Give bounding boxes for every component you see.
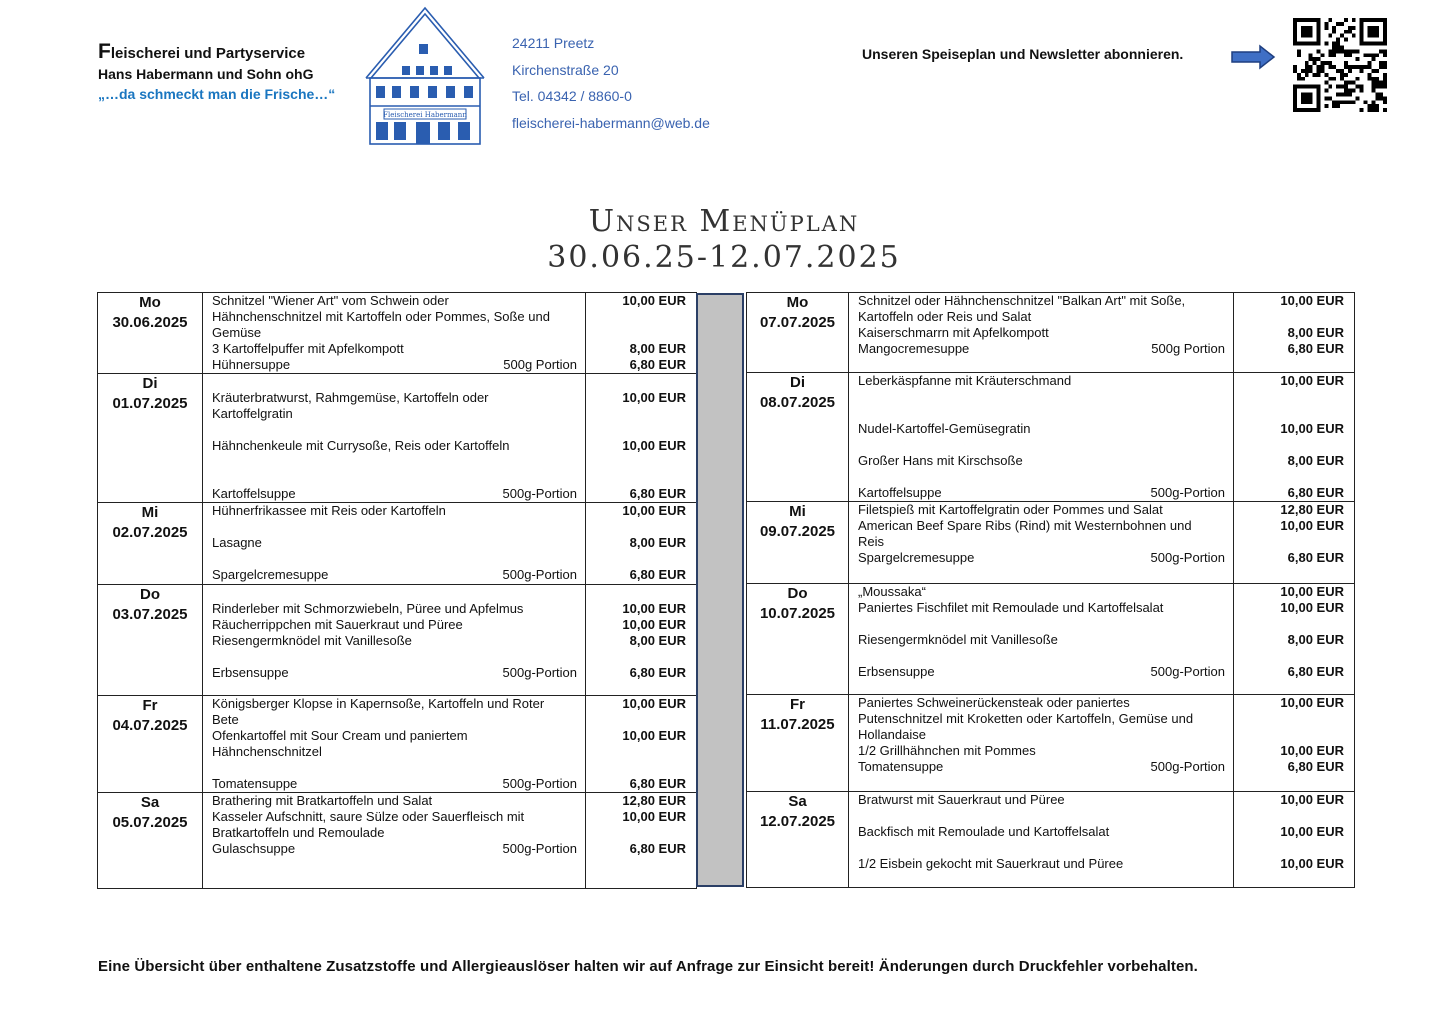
dish-name: Erbsensuppe [858,664,935,679]
date-label: 11.07.2025 [760,716,835,733]
spacer-line [586,406,686,422]
spacer-line [586,760,686,776]
dish-name: Großer Hans mit Kirschsoße [858,453,1023,468]
dish-cell [203,696,586,793]
spacer-line [1234,389,1344,405]
price-label: 8,00 EUR [1287,453,1344,468]
spacer-line [858,389,1225,405]
day-cell [747,695,849,792]
menu-row-fr [98,696,697,793]
price-label: 10,00 EUR [622,503,686,518]
price-label: 10,00 EUR [622,809,686,824]
day-cell [747,792,849,888]
dish-name: Putenschnitzel mit Kroketten oder Kartoffeln, Gemüse und [858,711,1194,726]
day-cell [747,584,849,695]
portion-size: 500g-Portion [502,776,577,791]
menu-row-mo [747,293,1355,373]
dish-name: American Beef Spare Ribs (Rind) mit Westernbohnen und [858,518,1192,533]
dish-name: Riesengermknödel mit Vanillesoße [212,633,412,648]
footer-note: Eine Übersicht über enthaltene Zusatzstoffe und Allergieauslöser halten wir auf Anfrage zur Einsicht bereit! Änderungen durch Druckfehler vorbehalten. [98,958,1198,975]
dish-name: Lasagne [212,535,262,550]
portion-size: 500g Portion [503,357,577,372]
weekday-label: Mo [786,294,809,311]
spacer-line [212,551,577,567]
brand-block [98,42,335,104]
price-cell [1234,584,1355,695]
price-label: 6,80 EUR [629,486,686,501]
price-label: 6,80 EUR [629,841,686,856]
dish-name: Räucherrippchen mit Sauerkraut und Püree [212,617,463,632]
dish-name: Bratkartoffeln und Remoulade [212,825,385,840]
menu-row-mi [98,503,697,585]
weekday-label: Do [787,585,808,602]
price-label: 6,80 EUR [629,567,686,582]
spacer-line [1234,309,1344,325]
price-cell [1234,293,1355,373]
dish-name: 3 Kartoffelpuffer mit Apfelkompott [212,341,404,356]
dish-cell [203,374,586,503]
dish-name: Riesengermknödel mit Vanillesoße [858,632,1058,647]
weekday-label: Mo [139,294,161,311]
spacer-line [1234,840,1344,856]
date-label: 01.07.2025 [112,395,188,412]
day-cell [98,696,203,793]
dish-name: Bratwurst mit Sauerkraut und Püree [858,792,1065,807]
spacer-line [212,454,577,470]
dish-name: Kasseler Aufschnitt, saure Sülze oder Sauerfleisch mit [212,809,525,824]
date-label: 12.07.2025 [759,813,836,830]
day-cell [98,374,203,503]
spacer-line [212,470,577,486]
weekday-label: Di [142,375,158,392]
dish-name: Hähnchenkeule mit Currysoße, Reis oder Kartoffeln [212,438,510,453]
spacer-line [212,649,577,665]
dish-name: Backfisch mit Remoulade und Kartoffelsalat [858,824,1110,839]
menu-row-do [747,584,1355,695]
spacer-line [858,405,1225,421]
dish-line [212,665,577,681]
price-label: 12,80 EUR [622,793,686,808]
menu-table-week2 [746,292,1355,888]
price-cell [1234,502,1355,584]
dish-name: Tomatensuppe [212,776,298,791]
price-cell [586,503,697,585]
spacer-line [212,760,577,776]
spacer-line [586,551,686,567]
price-label: 10,00 EUR [1280,792,1344,807]
price-cell [586,293,697,374]
dish-name: Spargelcremesuppe [858,550,975,565]
spacer-line [586,374,686,390]
price-label: 8,00 EUR [629,535,686,550]
spacer-line [586,470,686,486]
dish-cell [849,792,1234,888]
phone-number: Tel. 04342 / 8860-0 [512,88,632,104]
spacer-line [1234,616,1344,632]
dish-name: Mangocremesuppe [858,341,970,356]
dish-name: Kartoffelsuppe [212,486,296,501]
day-cell [747,293,849,373]
spacer-line [1234,727,1344,743]
price-label: 10,00 EUR [1280,293,1344,308]
brand-name [98,42,335,64]
day-cell [747,373,849,502]
price-cell [1234,792,1355,888]
price-label: 10,00 EUR [1280,856,1344,871]
price-label: 10,00 EUR [622,390,686,405]
spacer-line [858,437,1225,453]
spacer-line [586,585,686,601]
weekday-label: Sa [140,794,160,811]
spacer-line [586,422,686,438]
date-label: 05.07.2025 [112,814,188,831]
menu-title: Unser Menüplan [588,204,860,239]
date-label: 10.07.2025 [759,605,836,622]
menu-table-week1 [97,292,697,889]
date-label: 30.06.2025 [112,314,188,331]
dish-cell [203,793,586,889]
date-label: 09.07.2025 [759,523,836,540]
weekday-label: Fr [142,697,158,714]
day-cell [98,585,203,696]
price-label: 10,00 EUR [622,696,686,711]
dish-line [858,550,1225,566]
price-label: 10,00 EUR [622,438,686,453]
spacer-line [586,649,686,665]
weekday-label: Di [790,374,805,391]
brand-name-rest: leischerei und Partyservice [110,45,306,62]
spacer-line [858,840,1225,856]
weekday-label: Sa [788,793,807,810]
date-label: 07.07.2025 [759,314,836,331]
column-divider [696,293,744,887]
email-address: fleischerei-habermann@web.de [512,114,710,131]
dish-name: Hühnersuppe [212,357,291,372]
price-label: 10,00 EUR [1280,695,1344,710]
dish-name: Spargelcremesuppe [212,567,329,582]
dish-cell [849,502,1234,584]
price-label: 12,80 EUR [1280,502,1344,517]
dish-name: Tomatensuppe [858,759,944,774]
address-street: Kirchenstraße 20 [512,61,619,78]
spacer-line [586,712,686,728]
price-label: 10,00 EUR [1280,584,1344,599]
price-label: 6,80 EUR [1287,550,1344,565]
dish-name: Hühnerfrikassee mit Reis oder Kartoffeln [212,503,446,518]
spacer-line [1234,437,1344,453]
spacer-line [1234,648,1344,664]
dish-line [212,841,577,857]
portion-size: 500g-Portion [1150,550,1225,565]
menu-row-sa [747,792,1355,888]
subscribe-text: Unseren Speiseplan und Newsletter abonnieren. [862,46,1184,62]
spacer-line [586,825,686,841]
dish-name: Hähnchenschnitzel [212,744,322,759]
spacer-line [858,808,1225,824]
spacer-line [212,422,577,438]
spacer-line [212,374,577,390]
dish-name: Bete [212,712,239,727]
dish-name: Hollandaise [858,727,926,742]
weekday-label: Mi [789,503,806,520]
qr-code-icon[interactable] [1292,18,1388,112]
dish-name: Schnitzel "Wiener Art" vom Schwein oder [212,293,449,308]
price-label: 6,80 EUR [629,665,686,680]
menu-row-mi [747,502,1355,584]
dish-name: Königsberger Klopse in Kapernsoße, Kartoffeln und Roter [212,696,545,711]
dish-line [212,486,577,502]
price-label: 6,80 EUR [1287,341,1344,356]
weekday-label: Fr [790,696,805,713]
portion-size: 500g Portion [1151,341,1225,356]
portion-size: 500g-Portion [1150,759,1225,774]
price-label: 8,00 EUR [629,341,686,356]
dish-line [212,776,577,792]
price-label: 6,80 EUR [1287,759,1344,774]
dish-name: Schnitzel oder Hähnchenschnitzel "Balkan Art" mit Soße, [858,293,1186,308]
dish-cell [849,293,1234,373]
price-label: 10,00 EUR [1280,824,1344,839]
price-cell [1234,373,1355,502]
portion-size: 500g-Portion [502,665,577,680]
price-label: 6,80 EUR [629,357,686,372]
dish-line [212,567,577,583]
house-sign-text: Fleischerei Habermann [383,111,467,119]
spacer-line [212,519,577,535]
price-cell [586,793,697,889]
dish-name: Gemüse [212,325,262,340]
portion-size: 500g-Portion [502,486,577,501]
dish-name: Kaiserschmarrn mit Apfelkompott [858,325,1049,340]
spacer-line [586,309,686,325]
portion-size: 500g-Portion [1150,485,1225,500]
dish-cell [849,695,1234,792]
portion-size: 500g-Portion [502,841,577,856]
dish-line [858,341,1225,357]
date-label: 03.07.2025 [112,606,188,623]
price-cell [586,585,697,696]
menu-row-do [98,585,697,696]
spacer-line [1234,534,1344,550]
portion-size: 500g-Portion [1150,664,1225,679]
day-cell [747,502,849,584]
brand-slogan: „…da schmeckt man die Frische…“ [98,86,336,102]
weekday-label: Mi [141,504,159,521]
dish-line [858,759,1225,775]
menu-row-mo [98,293,697,374]
spacer-line [586,519,686,535]
address-city: 24211 Preetz [512,35,595,51]
day-cell [98,793,203,889]
dish-name: Kartoffelsuppe [858,485,942,500]
date-label: 04.07.2025 [112,717,188,734]
price-cell [1234,695,1355,792]
dish-name: Ofenkartoffel mit Sour Cream und paniertem [212,728,468,743]
dish-cell [203,585,586,696]
price-label: 10,00 EUR [1280,600,1344,615]
price-cell [586,696,697,793]
portion-size: 500g-Portion [502,567,577,582]
dish-name: 1/2 Grillhähnchen mit Pommes [858,743,1036,758]
dish-cell [203,293,586,374]
price-label: 6,80 EUR [1287,485,1344,500]
dish-name: Kräuterbratwurst, Rahmgemüse, Kartoffeln oder [212,390,489,405]
price-label: 6,80 EUR [629,776,686,791]
dish-name: Reis [858,534,885,549]
dish-line [858,664,1225,680]
dish-name: 1/2 Eisbein gekocht mit Sauerkraut und Püree [858,856,1124,871]
menu-date-range: 30.06.25-12.07.2025 [547,240,901,275]
day-cell [98,293,203,374]
menu-row-sa [98,793,697,889]
dish-name: Gulaschsuppe [212,841,296,856]
price-label: 10,00 EUR [1280,373,1344,388]
brand-initial: F [98,40,111,63]
price-label: 10,00 EUR [622,293,686,308]
price-label: 6,80 EUR [1287,664,1344,679]
brand-owner: Hans Habermann und Sohn ohG [98,66,314,82]
price-cell [586,374,697,503]
dish-cell [849,584,1234,695]
dish-line [858,485,1225,501]
date-label: 02.07.2025 [112,524,188,541]
dish-name: Paniertes Schweinerückensteak oder paniertes [858,695,1130,710]
price-label: 8,00 EUR [629,633,686,648]
price-label: 10,00 EUR [622,728,686,743]
dish-name: Leberkäspfanne mit Kräuterschmand [858,373,1072,388]
dish-name: „Moussaka“ [858,584,926,599]
spacer-line [858,648,1225,664]
spacer-line [1234,808,1344,824]
spacer-line [586,744,686,760]
house-logo-icon [362,6,488,146]
price-label: 10,00 EUR [622,601,686,616]
spacer-line [212,585,577,601]
menu-row-di [98,374,697,503]
spacer-line [1234,405,1344,421]
contact-block [512,30,710,136]
dish-name: Filetspieß mit Kartoffelgratin oder Pommes und Salat [858,502,1163,517]
dish-name: Kartoffeln oder Reis und Salat [858,309,1032,324]
arrow-right-icon [1230,44,1276,70]
price-label: 8,00 EUR [1287,632,1344,647]
price-label: 10,00 EUR [622,617,686,632]
dish-name: Erbsensuppe [212,665,289,680]
spacer-line [586,454,686,470]
price-label: 10,00 EUR [1280,421,1344,436]
dish-cell [849,373,1234,502]
price-label: 10,00 EUR [1280,518,1344,533]
dish-line [212,357,577,373]
spacer-line [1234,711,1344,727]
dish-name: Kartoffelgratin [212,406,293,421]
price-label: 10,00 EUR [1280,743,1344,758]
dish-name: Nudel-Kartoffel-Gemüsegratin [858,421,1031,436]
dish-name: Brathering mit Bratkartoffeln und Salat [212,793,433,808]
weekday-label: Do [140,586,160,603]
dish-name: Rinderleber mit Schmorzwiebeln, Püree und Apfelmus [212,601,524,616]
dish-name: Paniertes Fischfilet mit Remoulade und Kartoffelsalat [858,600,1164,615]
spacer-line [586,325,686,341]
menu-row-di [747,373,1355,502]
dish-name: Hähnchenschnitzel mit Kartoffeln oder Pommes, Soße und [212,309,550,324]
spacer-line [858,616,1225,632]
dish-cell [203,503,586,585]
spacer-line [1234,469,1344,485]
price-label: 8,00 EUR [1287,325,1344,340]
spacer-line [858,469,1225,485]
menu-row-fr [747,695,1355,792]
day-cell [98,503,203,585]
date-label: 08.07.2025 [759,394,836,411]
